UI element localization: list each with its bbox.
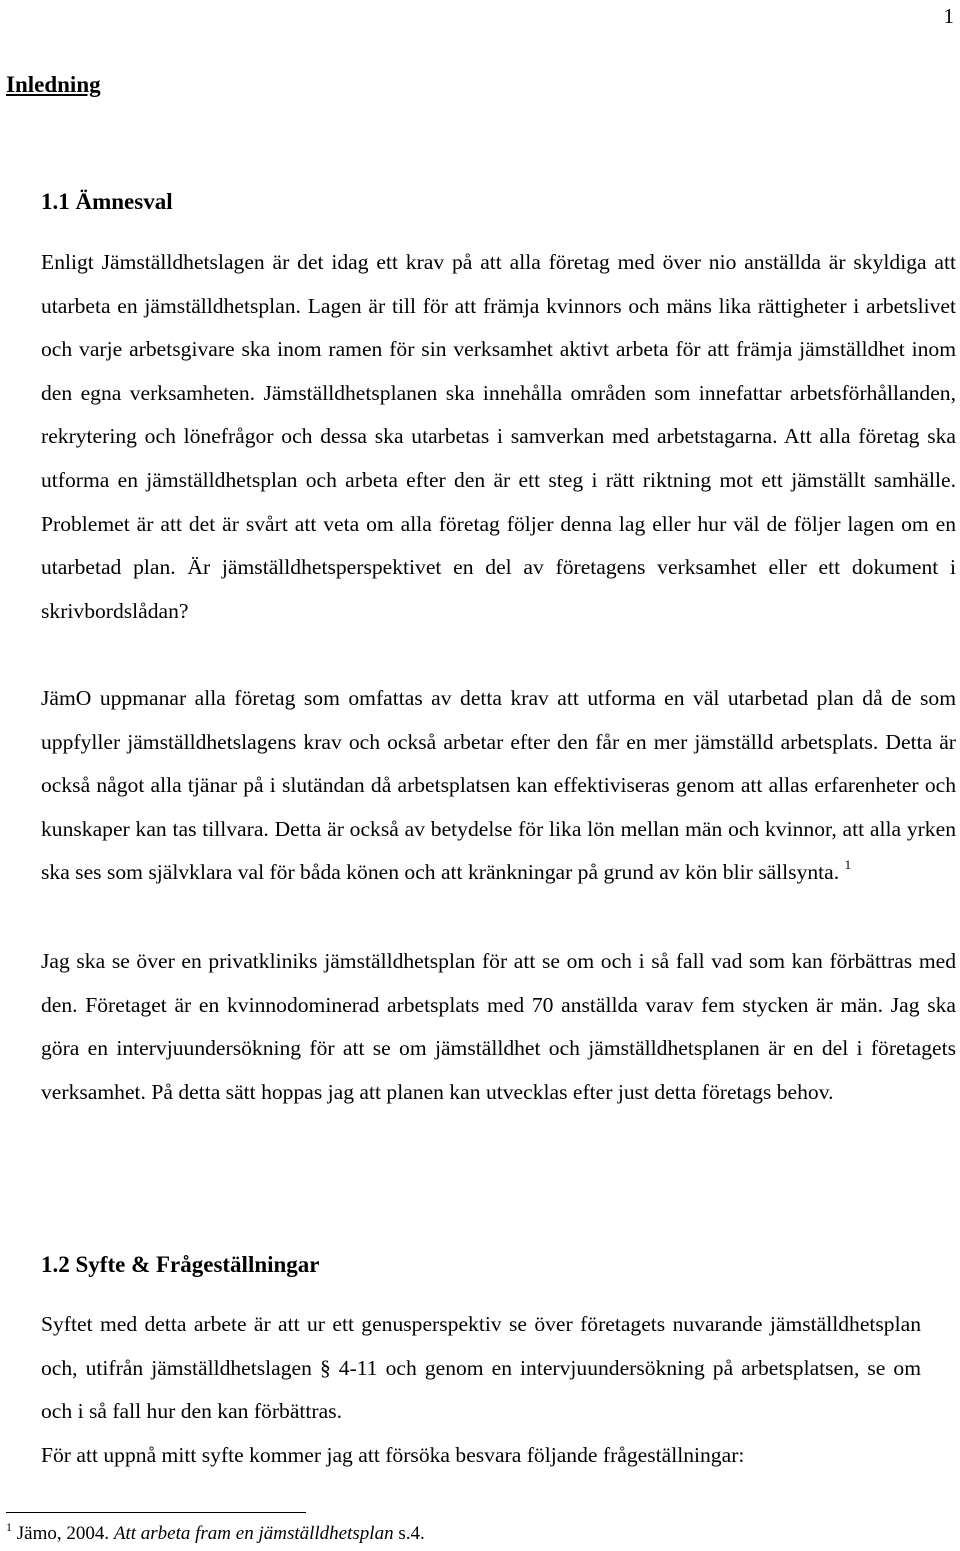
footnote-divider	[6, 1512, 306, 1513]
footnote-source: Jämo, 2004.	[16, 1523, 110, 1544]
paragraph-2-text: JämO uppmanar alla företag som omfattas av detta krav att utforma en väl utarbetad plan då de som uppfyller jämställdhetslagens krav och också arbetar efter den får en mer jämställd arbetsplats. Detta är också något alla tjänar på i slutändan då arbetsplatsen kan effektiviseras genom att allas erfarenheter och kunskaper kan tas tillvara. Detta är också av betydelse för lika lön mellan män och kvinnor, att alla yrken ska ses som självklara val för båda könen och att kränkningar på grund av kön blir sällsynta.	[41, 686, 956, 885]
footnote	[6, 1520, 425, 1545]
section-1-paragraph-1: Enligt Jämställdhetslagen är det idag ett krav på att alla företag med över nio anställda är skyldiga att utarbeta en jämställdhetsplan. Lagen är till för att främja kvinnors och mäns lika rättigheter i arbetslivet och varje arbetsgivare ska inom ramen för sin verksamhet aktivt arbeta för att främja jämställdhet inom den egna verksamheten. Jämställdhetsplanen ska innehålla områden som innefattar arbetsförhållanden, rekrytering och lönefrågor och dessa ska utarbetas i samverkan med arbetstagarna. Att alla företag ska utforma en jämställdhetsplan och arbeta efter den är ett steg i rätt riktning mot ett jämställt samhälle. Problemet är att det är svårt att veta om alla företag följer denna lag eller hur väl de följer lagen om en utarbetad plan. Är jämställdhetsperspektivet en del av företagens verksamhet eller ett dokument i skrivbordslådan?	[41, 250, 956, 623]
section-1-title: 1.1 Ämnesval	[41, 189, 173, 214]
section-2-paragraph-2: För att uppnå mitt syfte kommer jag att försöka besvara följande frågeställningar:	[41, 1443, 745, 1467]
section-2-paragraph-1: Syftet med detta arbete är att ur ett genusperspektiv se över företagets nuvarande jämställdhetsplan och, utifrån jämställdhetslagen § 4-11 och genom en intervjuundersökning på arbetsplatsen, se om och i så fall hur den kan förbättras.	[41, 1312, 921, 1424]
section-1-paragraph-3: Jag ska se över en privatkliniks jämställdhetsplan för att se om och i så fall vad som kan förbättras med den. Företaget är en kvinnodominerad arbetsplats med 70 anställda varav fem stycken är män. Jag ska göra en intervjuundersökning för att se om jämställdhet och jämställdhetsplanen är en del i företagets verksamhet. På detta sätt hoppas jag att planen kan utvecklas efter just detta företags behov.	[41, 949, 956, 1104]
section-1-paragraph-2	[41, 677, 956, 895]
section-2-title: 1.2 Syfte & Frågeställningar	[41, 1252, 320, 1277]
footnote-title: Att arbeta fram en jämställdhetsplan	[113, 1523, 394, 1544]
page-number: 1	[943, 4, 954, 28]
footnote-reference[interactable]: 1	[844, 857, 852, 873]
footnote-page: s.4.	[398, 1523, 425, 1544]
footnote-number: 1	[6, 1520, 12, 1534]
page-heading: Inledning	[6, 72, 101, 97]
